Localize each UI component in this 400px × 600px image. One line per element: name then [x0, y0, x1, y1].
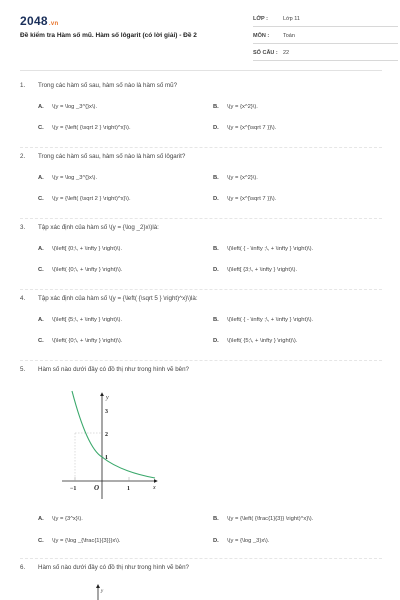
- option-text: \(y = \log _3^{}x\).: [52, 175, 98, 181]
- question-stem: [20, 295, 380, 302]
- option-text: \(y = {\log _3}x\).: [227, 538, 270, 544]
- option-text: \(y = {x^{\sqrt 7 }}\).: [227, 196, 277, 202]
- curve: [72, 391, 155, 478]
- option-d[interactable]: D. \(y = {x^{\sqrt 7 }}\).: [213, 125, 277, 131]
- question-4: [20, 295, 380, 355]
- meta-row-grade: [253, 14, 398, 27]
- logo-text: 2048: [20, 14, 48, 28]
- option-text: \(y = {3^x}\).: [52, 516, 83, 522]
- question-3: [20, 224, 380, 284]
- option-c[interactable]: C. \(\left( {0;\, + \infty } \right)\).: [38, 338, 123, 344]
- question-stem: [20, 564, 380, 571]
- option-c[interactable]: C. \(y = {\log _{\frac{1}{3}}}x\).: [38, 538, 121, 544]
- site-logo[interactable]: [20, 14, 58, 28]
- option-text: \(\left( {0;\, + \infty } \right)\).: [52, 338, 123, 344]
- question-number: 5.: [20, 366, 26, 373]
- meta-label: LỚP :: [253, 16, 268, 22]
- question-number: 4.: [20, 295, 26, 302]
- question-1: [20, 82, 380, 142]
- x-tick-label: −1: [70, 486, 77, 492]
- meta-value: 22: [283, 50, 290, 56]
- option-text: \(y = {x^{\sqrt 7 }}\).: [227, 125, 277, 131]
- y-axis-label: y: [101, 589, 104, 594]
- question-text: Hàm số nào dưới đây có đồ thị như trong hình vẽ bên?: [38, 366, 189, 373]
- option-text: \(\left[ {0;\, + \infty } \right)\).: [52, 246, 123, 252]
- meta-value: Lớp 11: [283, 16, 300, 22]
- question-stem: [20, 224, 380, 231]
- option-text: \(y = {x^2}\).: [227, 175, 258, 181]
- question-divider: [20, 360, 382, 361]
- question-number: 6.: [20, 564, 26, 571]
- function-graph-partial: [92, 584, 112, 600]
- y-tick-label: 2: [105, 432, 108, 438]
- option-text: \(y = {x^2}\).: [227, 104, 258, 110]
- option-text: \(y = \log _3^{}x\).: [52, 104, 98, 110]
- logo-suffix: .vn: [48, 21, 59, 27]
- question-text: Hàm số nào dưới đây có đồ thị như trong hình vẽ bên?: [38, 564, 189, 571]
- x-axis-label: x: [153, 485, 156, 491]
- question-2: [20, 153, 380, 213]
- option-a[interactable]: A. \(\left[ {5;\, + \infty } \right)\).: [38, 317, 123, 323]
- option-text: \(y = {\left( {\sqrt 2 } \right)^x}\).: [52, 125, 131, 131]
- question-stem: [20, 153, 380, 160]
- question-6: [20, 564, 380, 598]
- option-c[interactable]: C. \(y = {\left( {\sqrt 2 } \right)^x}\).: [38, 196, 131, 202]
- option-text: \(\left( {0;\, + \infty } \right)\).: [52, 267, 123, 273]
- meta-label: MÔN :: [253, 33, 270, 39]
- header-divider: [20, 70, 382, 71]
- option-a[interactable]: A. \(y = \log _3^{}x\).: [38, 175, 98, 181]
- meta-table: [253, 14, 398, 65]
- y-axis-label: y: [106, 395, 109, 401]
- option-b[interactable]: B. \(\left( { - \infty ;\, + \infty } \right)\).: [213, 246, 314, 252]
- y-tick-label: 1: [105, 455, 108, 461]
- option-c[interactable]: C. \(y = {\left( {\sqrt 2 } \right)^x}\).: [38, 125, 131, 131]
- question-number: 1.: [20, 82, 26, 89]
- option-text: \(y = {\log _{\frac{1}{3}}}x\).: [52, 538, 121, 544]
- option-text: \(\left[ {3;\, + \infty } \right)\).: [227, 267, 298, 273]
- option-a[interactable]: A. \(y = {3^x}\).: [38, 516, 83, 522]
- option-a[interactable]: A. \(\left[ {0;\, + \infty } \right)\).: [38, 246, 123, 252]
- option-text: \(\left( { - \infty ;\, + \infty } \right)\).: [227, 246, 314, 252]
- option-text: \(y = {\left( {\frac{1}{3}} \right)^x}\).: [227, 516, 314, 522]
- question-stem: [20, 82, 380, 89]
- question-stem: [20, 366, 380, 373]
- option-b[interactable]: B. \(\left( { - \infty ;\, + \infty } \right)\).: [213, 317, 314, 323]
- question-text: Tập xác định của hàm số \(y = {\log _2}x\)là:: [38, 224, 159, 231]
- option-text: \(\left( { - \infty ;\, + \infty } \right)\).: [227, 317, 314, 323]
- meta-row-subject: [253, 31, 398, 44]
- option-d[interactable]: D. \(y = {x^{\sqrt 7 }}\).: [213, 196, 277, 202]
- option-d[interactable]: D. \(\left( {5;\, + \infty } \right)\).: [213, 338, 298, 344]
- question-number: 3.: [20, 224, 26, 231]
- option-c[interactable]: C. \(\left( {0;\, + \infty } \right)\).: [38, 267, 123, 273]
- document-title: Đề kiểm tra Hàm số mũ. Hàm số lôgarit (có lời giải) - Đề 2: [20, 32, 197, 39]
- function-graph: [60, 389, 160, 501]
- question-divider: [20, 558, 382, 559]
- option-b[interactable]: B. \(y = {x^2}\).: [213, 104, 258, 110]
- option-text: \(\left( {5;\, + \infty } \right)\).: [227, 338, 298, 344]
- option-d[interactable]: D. \(y = {\log _3}x\).: [213, 538, 270, 544]
- option-a[interactable]: A. \(y = \log _3^{}x\).: [38, 104, 98, 110]
- origin-label: O: [94, 484, 100, 492]
- question-text: Trong các hàm số sau, hàm số nào là hàm số mũ?: [38, 82, 178, 89]
- meta-row-count: [253, 48, 398, 61]
- option-text: \(y = {\left( {\sqrt 2 } \right)^x}\).: [52, 196, 131, 202]
- option-b[interactable]: B. \(y = {\left( {\frac{1}{3}} \right)^x}\).: [213, 516, 314, 522]
- question-text: Trong các hàm số sau, hàm số nào là hàm số lôgarit?: [38, 153, 186, 160]
- option-b[interactable]: B. \(y = {x^2}\).: [213, 175, 258, 181]
- meta-value: Toán: [283, 33, 295, 39]
- question-divider: [20, 147, 382, 148]
- option-d[interactable]: D. \(\left[ {3;\, + \infty } \right)\).: [213, 267, 298, 273]
- question-divider: [20, 218, 382, 219]
- option-text: \(\left[ {5;\, + \infty } \right)\).: [52, 317, 123, 323]
- question-number: 2.: [20, 153, 26, 160]
- x-tick-label: 1: [127, 486, 130, 492]
- meta-label: SỐ CÂU :: [253, 50, 278, 56]
- question-divider: [20, 289, 382, 290]
- question-text: Tập xác định của hàm số \(y = {\left( {\sqrt 5 } \right)^x}\)là:: [38, 295, 198, 302]
- y-tick-label: 3: [105, 409, 108, 415]
- page-header: [20, 14, 385, 62]
